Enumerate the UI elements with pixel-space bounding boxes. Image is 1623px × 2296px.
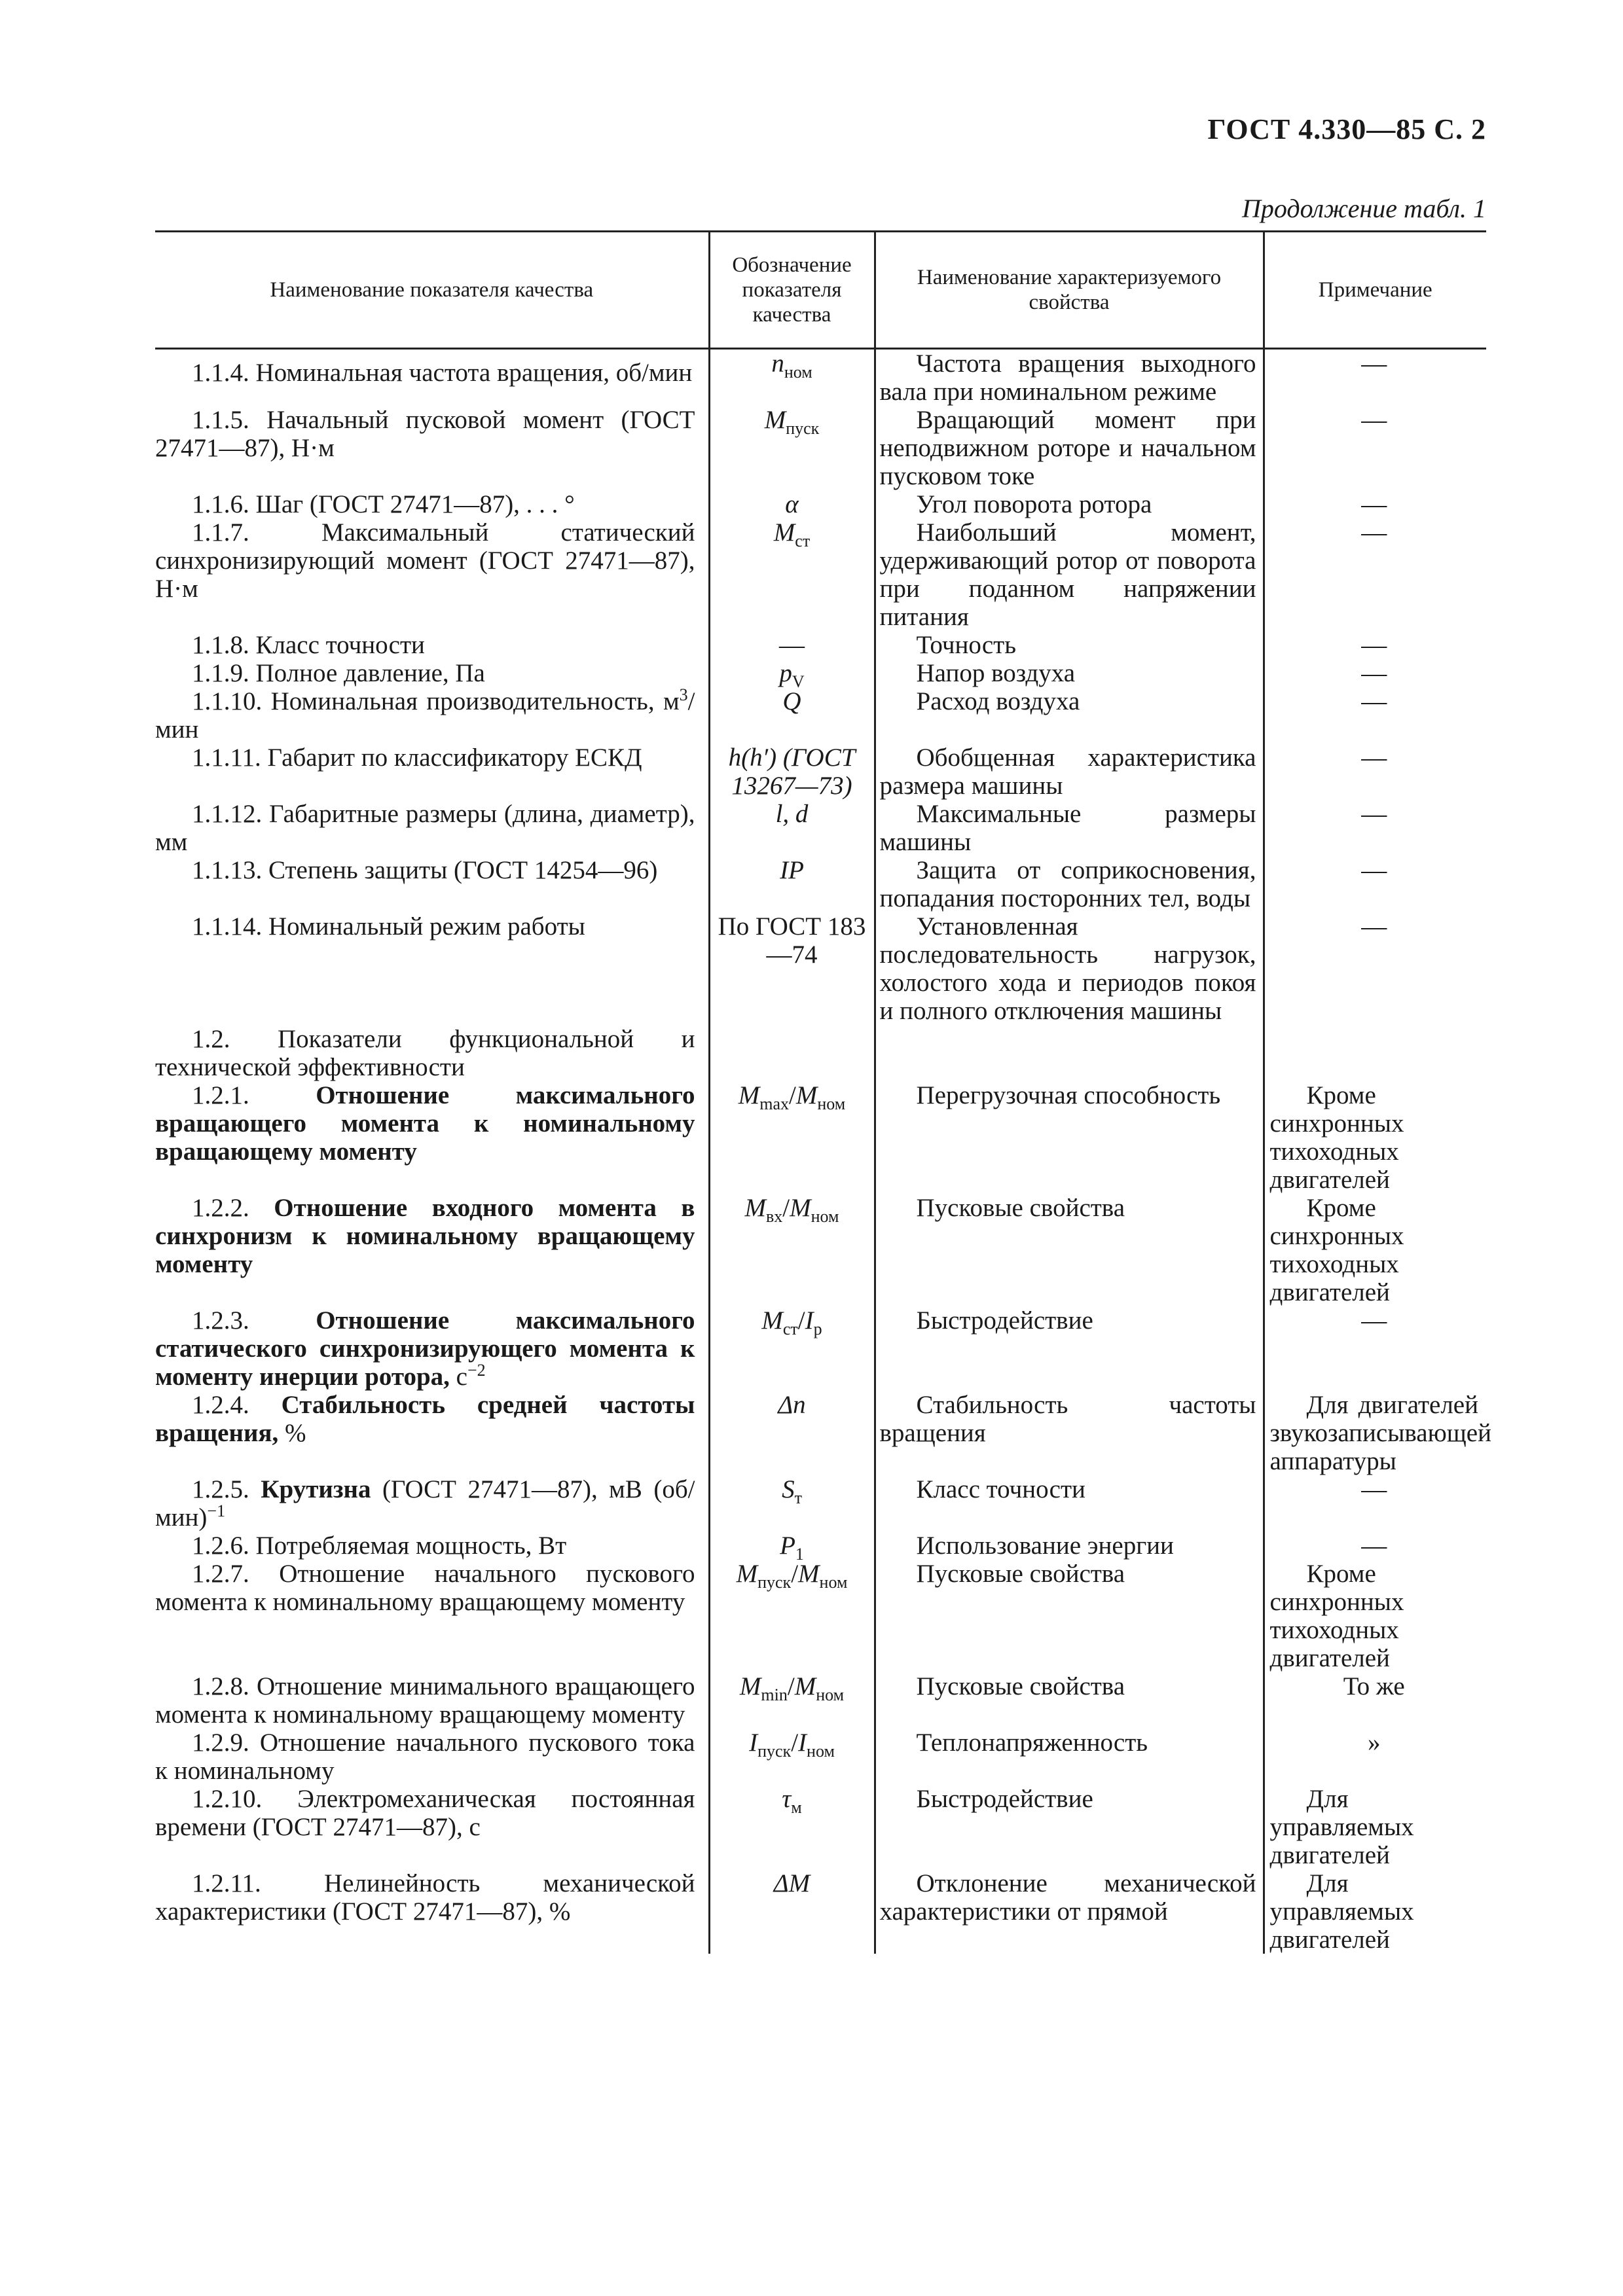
property-cell <box>875 1729 1264 1785</box>
note-text: Для двигателей звукозаписывающей аппаратуры <box>1269 1391 1491 1475</box>
table-row <box>155 406 1486 490</box>
property-cell <box>875 1391 1264 1475</box>
indicator-name-cell <box>155 1672 709 1729</box>
note-cell <box>1264 687 1486 744</box>
column-header-note: Примечание <box>1264 232 1486 349</box>
symbol: l, d <box>775 800 809 828</box>
note-text: Для управляемых двигателей <box>1269 1869 1414 1954</box>
note-cell <box>1264 1532 1486 1560</box>
indicator-name-cell <box>155 1081 709 1194</box>
property-cell <box>875 800 1264 856</box>
indicator-name-bold: Крутизна <box>261 1475 371 1503</box>
property-cell <box>875 1672 1264 1729</box>
symbol-subscript: ном <box>817 1094 846 1113</box>
property-cell <box>875 490 1264 518</box>
note-text: Кроме синхронных тихоходных двигателей <box>1269 1081 1404 1194</box>
property-text: Перегрузочная способность <box>916 1081 1221 1109</box>
indicator-name-cell <box>155 490 709 518</box>
table-row <box>155 1081 1486 1194</box>
property-text: Теплонапряженность <box>916 1729 1148 1757</box>
table-row <box>155 1475 1486 1532</box>
symbol: M <box>764 406 786 434</box>
table-row <box>155 1194 1486 1306</box>
symbol-subscript: ст <box>795 531 811 550</box>
note-cell <box>1264 744 1486 800</box>
symbol: По ГОСТ 183—74 <box>718 912 866 969</box>
note-cell <box>1264 1025 1486 1081</box>
symbol: — <box>779 631 805 659</box>
superscript: −2 <box>467 1361 486 1380</box>
note-text: — <box>1361 1532 1387 1560</box>
indicator-name: 1.2.2. Отношение входного момента в синхронизм к номинальному вращающему моменту <box>155 1194 695 1278</box>
symbol: M <box>761 1306 783 1335</box>
indicator-name-cell <box>155 744 709 800</box>
symbol: M <box>795 1081 818 1109</box>
table-row <box>155 1391 1486 1475</box>
property-cell <box>875 406 1264 490</box>
symbol: τ <box>782 1785 792 1813</box>
symbol: h(h′) (ГОСТ 13267—73) <box>728 744 856 800</box>
symbol-subscript: ном <box>819 1572 848 1592</box>
note-cell <box>1264 631 1486 659</box>
property-cell <box>875 744 1264 800</box>
note-text: — <box>1361 687 1387 715</box>
symbol-subscript: т <box>794 1488 802 1507</box>
note-text: Кроме синхронных тихоходных двигателей <box>1269 1194 1404 1306</box>
symbol: Δn <box>778 1391 806 1419</box>
note-cell <box>1264 518 1486 631</box>
note-text: — <box>1361 631 1387 659</box>
indicator-name: 1.2.9. Отношение начального пускового тока к номинальному <box>155 1729 695 1785</box>
property-cell <box>875 1785 1264 1869</box>
note-text: » <box>1368 1729 1381 1757</box>
property-text: Использование энергии <box>916 1532 1174 1560</box>
note-cell <box>1264 912 1486 1025</box>
note-text: — <box>1361 744 1387 772</box>
symbol-cell: $M_{пуск}/M_{ном}$ <box>709 1560 875 1672</box>
note-text: — <box>1361 490 1387 518</box>
table-row <box>155 1025 1486 1081</box>
indicator-name: 1.1.10. Номинальная производительность, $м^3$/мин <box>155 685 695 744</box>
symbol-cell <box>709 1869 875 1954</box>
note-text: — <box>1361 912 1387 941</box>
indicator-name-cell <box>155 1194 709 1306</box>
note-cell <box>1264 1869 1486 1954</box>
property-cell <box>875 1081 1264 1194</box>
indicator-name-cell <box>155 687 709 744</box>
indicator-name-cell <box>155 1785 709 1869</box>
symbol-cell <box>709 1391 875 1475</box>
property-text: Пусковые свойства <box>916 1194 1125 1222</box>
table-row <box>155 631 1486 659</box>
symbol: IP <box>780 856 804 884</box>
symbol-cell <box>709 406 875 490</box>
table-row <box>155 912 1486 1025</box>
indicator-name-cell <box>155 856 709 912</box>
symbol-cell <box>709 1532 875 1564</box>
property-cell <box>875 1194 1264 1306</box>
property-cell <box>875 856 1264 912</box>
note-cell <box>1264 1672 1486 1729</box>
symbol-cell <box>709 631 875 659</box>
symbol-cell <box>709 1785 875 1869</box>
indicator-name-bold: Стабильность средней частоты вращения, <box>155 1391 695 1447</box>
property-cell <box>875 912 1264 1025</box>
indicator-name-cell <box>155 406 709 490</box>
note-text: — <box>1361 406 1387 434</box>
note-cell <box>1264 1081 1486 1194</box>
document-header: ГОСТ 4.330—85 С. 2 <box>1207 113 1486 145</box>
property-cell <box>875 1869 1264 1954</box>
symbol-subscript: ном <box>807 1741 835 1761</box>
symbol-subscript: пуск <box>757 1572 792 1592</box>
property-text: Точность <box>916 631 1016 659</box>
property-text: Угол поворота ротора <box>916 490 1152 518</box>
table-row <box>155 659 1486 687</box>
note-text: Кроме синхронных тихоходных двигателей <box>1269 1560 1404 1672</box>
symbol-subscript: ном <box>784 362 812 382</box>
indicator-name-cell <box>155 1306 709 1391</box>
indicator-name-cell <box>155 1560 709 1672</box>
note-text: То же <box>1343 1672 1405 1700</box>
table-continuation-label: Продолжение табл. 1 <box>1241 194 1486 223</box>
symbol-subscript: пуск <box>786 418 820 438</box>
symbol: P <box>780 1532 795 1560</box>
indicator-name-cell <box>155 1391 709 1475</box>
property-cell <box>875 687 1264 744</box>
property-cell <box>875 1532 1264 1560</box>
table-row <box>155 1785 1486 1869</box>
symbol: ΔM <box>773 1869 811 1897</box>
symbol-cell <box>709 687 875 744</box>
indicator-name: 1.2.8. Отношение минимального вращающего момента к номинальному вращающему моменту <box>155 1672 695 1729</box>
symbol-subscript: ном <box>816 1685 845 1704</box>
indicator-name-cell <box>155 349 709 406</box>
symbol: M <box>798 1560 820 1588</box>
indicator-name: 1.1.9. Полное давление, Па <box>192 659 485 687</box>
indicator-name: 1.2.4. Стабильность средней частоты вращения, % <box>155 1391 695 1447</box>
table-row <box>155 1672 1486 1729</box>
table-row <box>155 1560 1486 1672</box>
note-cell <box>1264 1560 1486 1672</box>
indicator-name-bold: Отношение максимального вращающего момента к номинальному вращающему моменту <box>155 1081 695 1166</box>
symbol: I <box>798 1729 807 1757</box>
column-header-symbol: Обозначение показателя качества <box>709 232 875 349</box>
indicator-name-bold: Отношение максимального статического синхронизирующего момента к моменту инерции ротора, <box>155 1306 695 1391</box>
superscript: 3 <box>679 685 688 704</box>
property-text: Быстродействие <box>916 1306 1093 1335</box>
table-row <box>155 1532 1486 1560</box>
note-cell <box>1264 1391 1491 1475</box>
note-cell <box>1264 1194 1486 1306</box>
table-row <box>155 800 1486 856</box>
note-cell <box>1264 490 1486 518</box>
symbol: I <box>805 1306 814 1335</box>
property-text: Пусковые свойства <box>916 1672 1125 1700</box>
indicator-name-cell <box>155 659 709 687</box>
column-header-property: Наименование характеризуемого свойства <box>875 232 1264 349</box>
note-cell <box>1264 1475 1486 1532</box>
indicator-name: 1.1.8. Класс точности <box>192 631 425 659</box>
note-cell <box>1264 1306 1486 1391</box>
indicator-name: 1.2.10. Электромеханическая постоянная времени (ГОСТ 27471—87), с <box>155 1785 695 1841</box>
indicator-name: 1.2.3. Отношение максимального статического синхронизирующего момента к моменту инерции ротора, $с^{-2}$ <box>155 1306 695 1391</box>
table-row <box>155 1869 1486 1954</box>
indicator-name-bold: Отношение входного момента в синхронизм к номинальному вращающему моменту <box>155 1194 695 1278</box>
symbol-cell <box>709 912 875 1025</box>
symbol: M <box>744 1194 766 1222</box>
property-text: Расход воздуха <box>916 687 1080 715</box>
symbol: M <box>794 1672 816 1700</box>
note-text: Для управляемых двигателей <box>1269 1785 1414 1869</box>
symbol-cell: $M_{вх}/M_{ном}$ <box>709 1194 875 1306</box>
indicator-name: 1.2. Показатели функциональной и технической эффективности <box>155 1025 695 1081</box>
indicator-name: 1.1.7. Максимальный статический синхронизирующий момент (ГОСТ 27471—87), Н·м <box>155 518 695 603</box>
symbol-cell <box>709 744 875 800</box>
symbol-subscript: вх <box>766 1206 783 1226</box>
symbol-cell <box>709 518 875 631</box>
table-row <box>155 687 1486 744</box>
symbol-subscript: р <box>813 1319 822 1338</box>
table-row <box>155 518 1486 631</box>
symbol: S <box>782 1475 795 1503</box>
note-cell <box>1264 800 1486 856</box>
property-cell <box>875 659 1264 687</box>
table-row <box>155 1729 1486 1785</box>
indicator-name-cell <box>155 1475 709 1532</box>
property-text: Стабильность частоты вращения <box>879 1391 1256 1447</box>
symbol-cell <box>709 490 875 518</box>
property-text: Максимальные размеры машины <box>879 800 1256 856</box>
quality-indicators-table <box>155 230 1491 1954</box>
indicator-name: 1.1.5. Начальный пусковой момент (ГОСТ 27471—87), Н·м <box>155 406 695 462</box>
property-text: Пусковые свойства <box>916 1560 1125 1588</box>
symbol: M <box>738 1081 760 1109</box>
indicator-name-cell <box>155 631 709 659</box>
symbol: Q <box>782 687 801 715</box>
indicator-name-cell <box>155 518 709 631</box>
property-text: Быстродействие <box>916 1785 1093 1813</box>
note-text: — <box>1361 350 1387 378</box>
note-text: — <box>1361 659 1387 687</box>
indicator-name: 1.2.5. Крутизна (ГОСТ 27471—87), мВ $(об/мин)^{-1}$ <box>155 1475 695 1532</box>
symbol-subscript: 1 <box>795 1544 804 1564</box>
symbol-cell <box>709 659 875 691</box>
property-text: Класс точности <box>916 1475 1085 1503</box>
table-header-row <box>155 232 1486 349</box>
note-cell <box>1264 856 1486 912</box>
symbol-subscript: V <box>792 672 805 691</box>
note-cell <box>1264 1785 1486 1869</box>
symbol-cell: $M_{min}/M_{ном}$ <box>709 1672 875 1729</box>
symbol-cell: $I_{пуск}/I_{ном}$ <box>709 1729 875 1785</box>
property-text: Вращающий момент при неподвижном роторе и начальном пусковом токе <box>879 406 1256 490</box>
property-cell <box>875 349 1264 406</box>
property-text: Наибольший момент, удерживающий ротор от поворота при поданном напряжении питания <box>879 518 1256 631</box>
property-text: Напор воздуха <box>916 659 1076 687</box>
symbol: M <box>736 1560 758 1588</box>
indicator-name-cell <box>155 1025 709 1081</box>
symbol-cell <box>709 1025 875 1081</box>
symbol-cell: $M_{max}/M_{ном}$ <box>709 1081 875 1194</box>
indicator-name: 1.1.11. Габарит по классификатору ЕСКД <box>192 744 642 772</box>
note-cell <box>1264 1729 1486 1785</box>
table-row <box>155 744 1486 800</box>
property-text: Установленная последовательность нагрузок, холостого хода и периодов покоя и полного отключения машины <box>879 912 1256 1025</box>
column-header-indicator-name: Наименование показателя качества <box>155 232 709 349</box>
symbol-cell <box>709 1475 875 1532</box>
symbol: α <box>785 490 799 518</box>
indicator-name: 1.1.13. Степень защиты (ГОСТ 14254—96) <box>192 856 658 884</box>
note-text: — <box>1361 1475 1387 1503</box>
table-row <box>155 490 1486 518</box>
property-text: Обобщенная характеристика размера машины <box>879 744 1256 800</box>
property-text: Защита от соприкосновения, попадания посторонних тел, воды <box>879 856 1256 912</box>
note-text: — <box>1361 856 1387 884</box>
indicator-name: 1.2.6. Потребляемая мощность, Вт <box>192 1532 567 1560</box>
indicator-name-cell <box>155 800 709 856</box>
property-cell <box>875 1025 1264 1081</box>
symbol-subscript: ст <box>782 1319 798 1338</box>
symbol: n <box>771 350 784 378</box>
symbol: I <box>749 1729 758 1757</box>
symbol: M <box>773 518 795 547</box>
symbol-subscript: м <box>791 1797 802 1817</box>
indicator-name: 1.1.6. Шаг (ГОСТ 27471—87), . . . ° <box>192 490 575 518</box>
property-cell <box>875 518 1264 631</box>
symbol-cell <box>709 800 875 856</box>
indicator-name-cell <box>155 1532 709 1560</box>
note-cell <box>1264 659 1486 687</box>
note-text: — <box>1361 518 1387 547</box>
note-text: — <box>1361 1306 1387 1335</box>
superscript: −1 <box>207 1501 226 1520</box>
note-text: — <box>1361 800 1387 828</box>
symbol-cell <box>709 349 875 406</box>
property-text: Частота вращения выходного вала при номинальном режиме <box>879 350 1256 406</box>
indicator-name-cell <box>155 1869 709 1954</box>
symbol: M <box>739 1672 761 1700</box>
indicator-name: 1.1.14. Номинальный режим работы <box>192 912 585 941</box>
indicator-name: 1.1.12. Габаритные размеры (длина, диаметр), мм <box>155 800 695 856</box>
indicator-name: 1.2.7. Отношение начального пускового момента к номинальному вращающему моменту <box>155 1560 695 1616</box>
indicator-name: 1.2.1. Отношение максимального вращающего момента к номинальному вращающему моменту <box>155 1081 695 1166</box>
symbol-subscript: пуск <box>757 1741 792 1761</box>
indicator-name-cell <box>155 912 709 1025</box>
note-cell <box>1264 406 1486 490</box>
symbol-cell <box>709 856 875 912</box>
symbol-subscript: max <box>759 1094 790 1113</box>
symbol-subscript: min <box>761 1685 788 1704</box>
indicator-name-cell <box>155 1729 709 1785</box>
table-row <box>155 1306 1486 1391</box>
symbol: M <box>790 1194 811 1222</box>
note-cell <box>1264 349 1486 406</box>
indicator-name: 1.1.4. Номинальная частота вращения, об/мин <box>192 359 693 387</box>
table-row <box>155 349 1486 406</box>
table-row <box>155 856 1486 912</box>
symbol-cell: $M_{ст}/I_р$ <box>709 1306 875 1391</box>
property-cell <box>875 631 1264 659</box>
property-cell <box>875 1475 1264 1532</box>
property-cell <box>875 1560 1264 1672</box>
symbol: p <box>779 659 792 687</box>
indicator-name: 1.2.11. Нелинейность механической характеристики (ГОСТ 27471—87), % <box>155 1869 695 1926</box>
property-text: Отклонение механической характеристики от прямой <box>879 1869 1256 1926</box>
symbol-subscript: ном <box>811 1206 839 1226</box>
property-cell <box>875 1306 1264 1391</box>
